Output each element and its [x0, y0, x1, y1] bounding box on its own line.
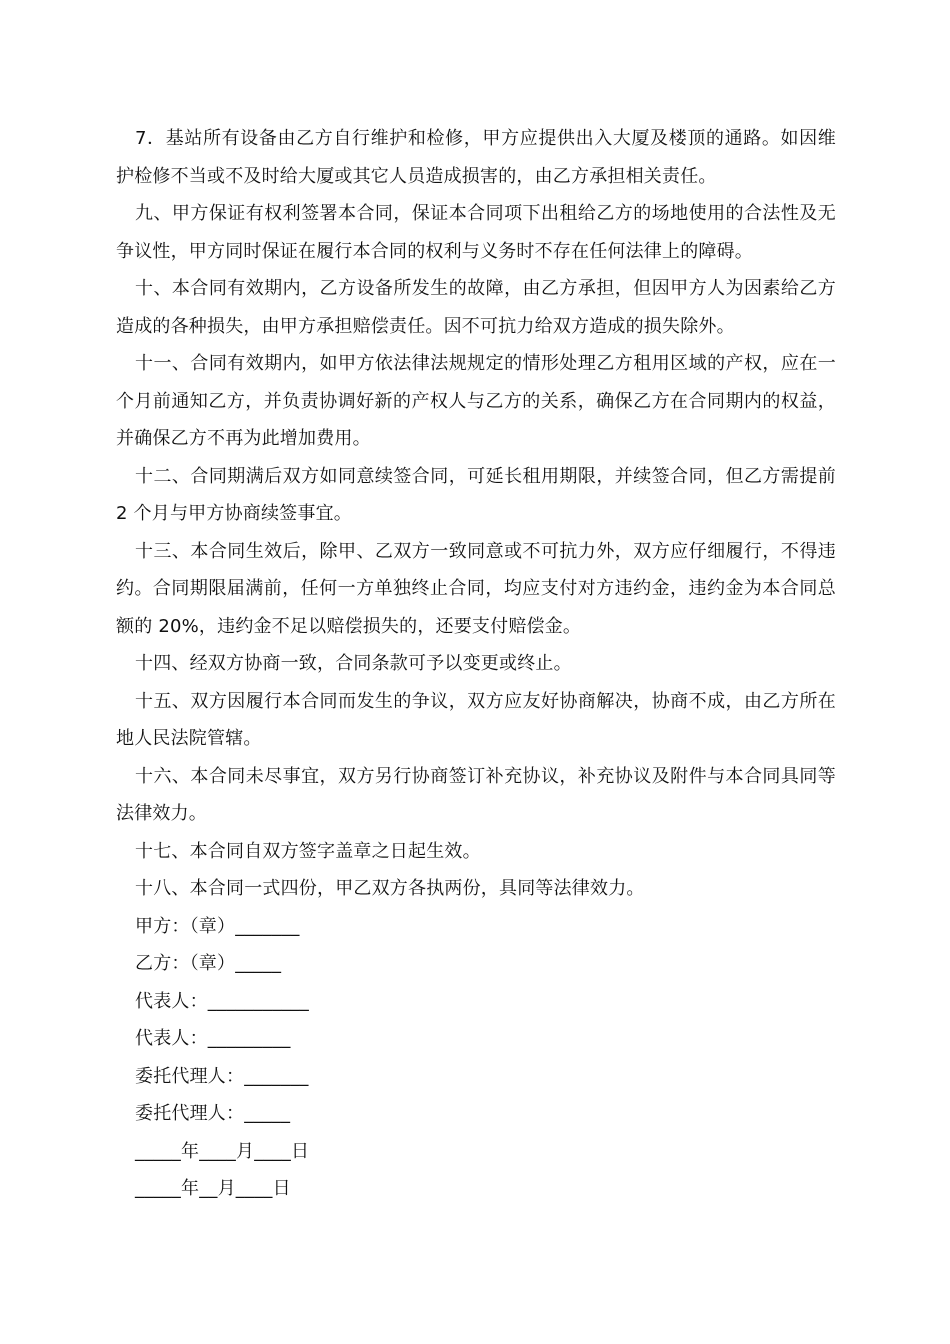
clause-10-faults: 十、本合同有效期内，乙方设备所发生的故障，由乙方承担，但因甲方人为因素给乙方造成的各种损失，由甲方承担赔偿责任。因不可抗力给双方造成的损失除外。: [116, 278, 836, 337]
party-b-agent-line: 委托代理人：_____: [135, 1103, 291, 1124]
clause-7-maintenance: 7．基站所有设备由乙方自行维护和检修，甲方应提供出入大厦及楼顶的通路。如因维护检修不当或不及时给大厦或其它人员造成损害的，由乙方承担相关责任。: [116, 128, 836, 187]
document-body: [116, 120, 836, 1208]
clause-14-amendment: 十四、经双方协商一致，合同条款可予以变更或终止。: [135, 653, 572, 674]
clause-9-authority: 九、甲方保证有权利签署本合同，保证本合同项下出租给乙方的场地使用的合法性及无争议性，甲方同时保证在履行本合同的权利与义务时不存在任何法律上的障碍。: [116, 203, 836, 262]
clause-17-effective: 十七、本合同自双方签字盖章之日起生效。: [135, 840, 481, 862]
signature-block: [116, 908, 836, 1208]
party-b-seal-line: 乙方：（章）_____: [135, 953, 282, 974]
clause-16-supplement: 十六、本合同未尽事宜，双方另行协商签订补充协议，补充协议及附件与本合同具同等法律效力。: [116, 765, 836, 824]
party-a-agent-line: 委托代理人：_______: [135, 1065, 309, 1087]
party-b-date-line: _____年__月____日: [135, 1178, 291, 1199]
party-a-seal-line: 甲方：（章）_______: [135, 915, 300, 937]
party-a-representative-line: 代表人：___________: [135, 990, 309, 1012]
clause-13-breach: 十三、本合同生效后，除甲、乙双方一致同意或不可抗力外，双方应仔细履行，不得违约。合同期限届满前，任何一方单独终止合同，均应支付对方违约金，违约金为本合同总额的 20%，违约金不足以赔偿损失的，还要支付赔偿金。: [116, 540, 836, 637]
party-b-representative-line: 代表人：_________: [135, 1028, 291, 1049]
clause-18-copies: 十八、本合同一式四份，甲乙双方各执两份，具同等法律效力。: [135, 878, 645, 899]
clause-11-property-rights: 十一、合同有效期内，如甲方依法律法规规定的情形处理乙方租用区域的产权，应在一个月前通知乙方，并负责协调好新的产权人与乙方的关系，确保乙方在合同期内的权益，并确保乙方不再为此增加费用。: [116, 353, 836, 449]
clause-12-renewal: 十二、合同期满后双方如同意续签合同，可延长租用期限，并续签合同，但乙方需提前 2 个月与甲方协商续签事宜。: [116, 465, 836, 524]
party-a-date-line: _____年____月____日: [135, 1140, 310, 1162]
clause-15-disputes: 十五、双方因履行本合同而发生的争议，双方应友好协商解决，协商不成，由乙方所在地人民法院管辖。: [116, 690, 836, 749]
